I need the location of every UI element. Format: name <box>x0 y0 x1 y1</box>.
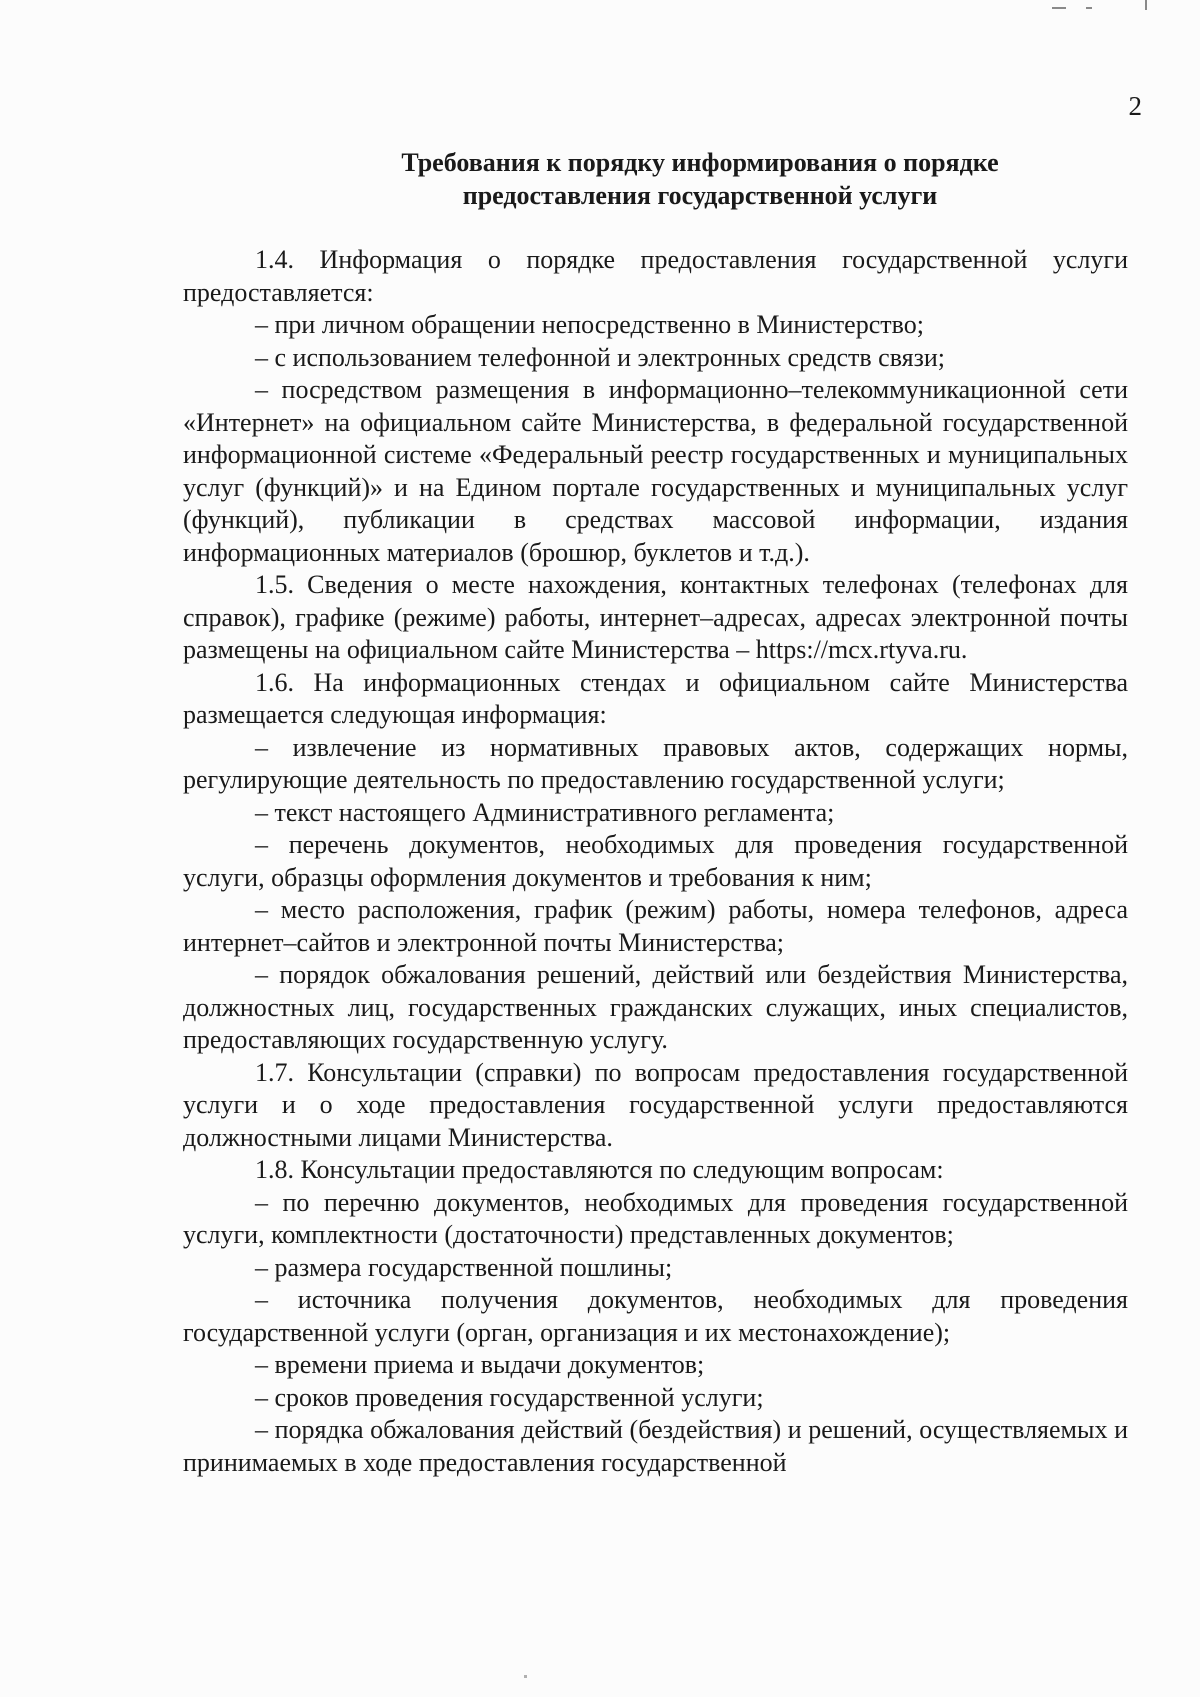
list-item: – источника получения документов, необходимых для проведения государственной услуги (орган, организация и их местонахождение); <box>183 1285 1128 1347</box>
page-number: 2 <box>1128 91 1142 121</box>
section-heading-line: Требования к порядку информирования о порядке <box>401 148 999 177</box>
list-item: – извлечение из нормативных правовых актов, содержащих нормы, регулирующие деятельность по предоставлению государственной услуги; <box>183 732 1128 794</box>
scan-artifact <box>1086 7 1092 9</box>
list-item: – сроков проведения государственной услуги; <box>255 1382 764 1412</box>
paragraph-1-6: 1.6. На информационных стендах и официальном сайте Министерства размещается следующая информация: <box>183 667 1128 729</box>
paragraph-1-4: 1.4. Информация о порядке предоставления государственной услуги предоставляется: <box>183 245 1128 307</box>
document-body <box>183 244 1128 1479</box>
list-item: – при личном обращении непосредственно в Министерство; <box>255 310 924 339</box>
list-item: – место расположения, график (режим) работы, номера телефонов, адреса интернет–сайтов и электронной почты Министерства; <box>183 895 1128 957</box>
scan-artifact <box>524 1675 527 1678</box>
list-item: – по перечню документов, необходимых для проведения государственной услуги, комплектности (достаточности) представленных документов; <box>183 1187 1128 1249</box>
paragraph-1-8: 1.8. Консультации предоставляются по следующим вопросам: <box>255 1155 944 1184</box>
list-item: – посредством размещения в информационно–телекоммуникационной сети «Интернет» на официальном сайте Министерства, в федеральной государственной информационной системе «Федеральный реестр государственных и муниципальных услуг (функций)» и на Едином портале государственных и муниципальных услуг (функций), публикации в средствах массовой информации, издания информационных материалов (брошюр, буклетов и т.д.). <box>183 375 1128 567</box>
section-heading-line: предоставления государственной услуги <box>462 181 938 210</box>
list-item: – времени приема и выдачи документов; <box>255 1350 705 1379</box>
list-item: – порядка обжалования действий (бездействия) и решений, осуществляемых и принимаемых в ходе предоставления государственной <box>183 1415 1128 1477</box>
scan-artifact <box>1052 7 1066 9</box>
list-item: – текст настоящего Административного регламента; <box>255 797 835 827</box>
section-heading <box>300 146 1100 212</box>
list-item: – порядок обжалования решений, действий или бездействия Министерства, должностных лиц, государственных гражданских служащих, иных специалистов, предоставляющих государственную услугу. <box>183 960 1128 1054</box>
list-item: – с использованием телефонной и электронных средств связи; <box>255 342 946 372</box>
list-item: – размера государственной пошлины; <box>255 1252 673 1282</box>
scan-artifact <box>1145 0 1147 10</box>
paragraph-1-7: 1.7. Консультации (справки) по вопросам предоставления государственной услуги и о ходе предоставления государственной услуги предоставляются должностными лицами Министерства. <box>183 1057 1128 1152</box>
paragraph-1-5: 1.5. Сведения о месте нахождения, контактных телефонах (телефонах для справок), графике (режиме) работы, интернет–адресах, адресах электронной почты размещены на официальном сайте Министерства – https://mcx.rtyva.ru. <box>183 570 1128 664</box>
list-item: – перечень документов, необходимых для проведения государственной услуги, образцы оформления документов и требования к ним; <box>183 830 1128 892</box>
